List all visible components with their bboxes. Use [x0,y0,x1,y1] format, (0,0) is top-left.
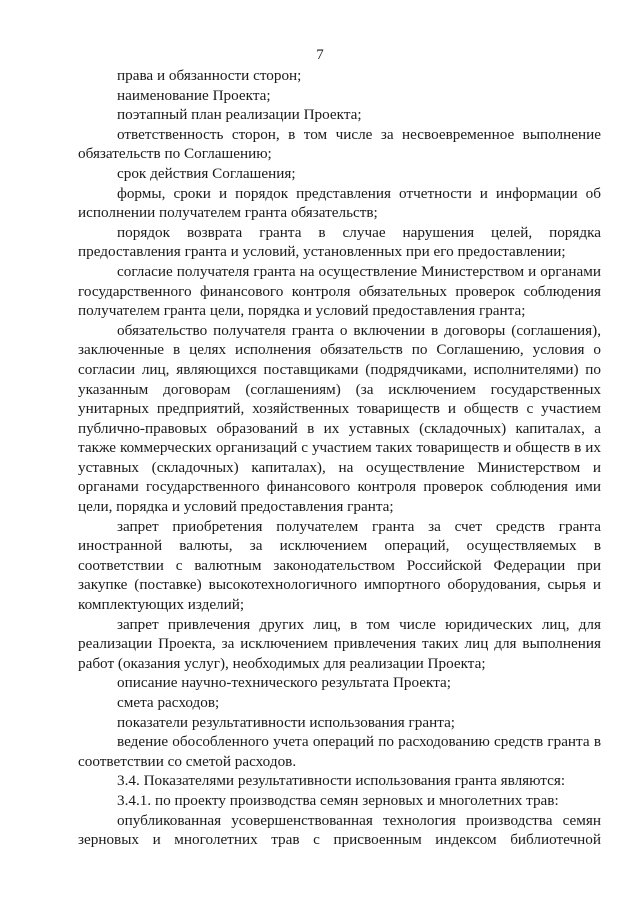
paragraph-agreement-term: срок действия Соглашения; [117,164,296,182]
paragraph-currency-ban: запрет приобретения получателем гранта за счет средств гранта иностранной валюты, за исключением операций, осуществляемых в соответствии с валютным законодательством Российской Федерации при закупке (поставке) высокотехнологичного импортного оборудования, сырья и комплектующих изделий; [78,517,601,614]
paragraph-separate-accounting: ведение обособленного учета операций по расходованию средств гранта в соответствии со сметой расходов. [78,733,601,770]
paragraph-cost-estimate: смета расходов; [117,694,220,711]
paragraph-consent-inspections: согласие получателя гранта на осуществление Министерством и органами государственного финансового контроля обязательных проверок соблюдения получателем гранта цели, порядка и условий предоставления гранта; [78,262,601,320]
paragraph-third-party-ban: запрет привлечения других лиц, в том числе юридических лиц, для реализации Проекта, за исключением привлечения таких лиц для выполнения работ (оказания услуг), необходимых для реализации Проекта; [78,615,601,672]
paragraph-grant-return: порядок возврата гранта в случае нарушения целей, порядка предоставления гранта и условий, установленных при его предоставлении; [78,223,601,261]
paragraph-section-3-4-1: 3.4.1. по проекту производства семян зерновых и многолетних трав: [117,791,559,809]
document-body [78,66,601,850]
paragraph-project-name: наименование Проекта; [117,86,271,104]
page-number: 7 [316,47,324,63]
paragraph-responsibility: ответственность сторон, в том числе за несвоевременное выполнение обязательств по Соглашению; [78,125,601,163]
paragraph-reporting: формы, сроки и порядок представления отчетности и информации об исполнении получателем гранта обязательств; [78,184,601,222]
paragraph-performance-indicators: показатели результативности использования гранта; [117,713,456,731]
paragraph-rights-obligations: права и обязанности сторон; [117,67,302,84]
paragraph-result-description: описание научно-технического результата Проекта; [117,674,452,692]
paragraph-contract-obligation: обязательство получателя гранта о включении в договоры (соглашения), заключенные в целях исполнения обязательств по Соглашению, условия о согласии лиц, являющихся поставщиками (подрядчиками, исполнителями) по указанным договорам (соглашениям) (за исключением государственных унитарных предприятий, хозяйственных товариществ и обществ с участием публично-правовых образований в их уставных (складочных) капиталах, а также коммерческих организаций с участием таких товариществ и обществ в их уставных (складочных) капиталах), на осуществление Министерством и органами государственного финансового контроля проверок соблюдения ими цели, порядка и условий предоставления гранта; [78,321,601,516]
paragraph-stage-plan: поэтапный план реализации Проекта; [117,106,362,124]
paragraph-section-3-4: 3.4. Показателями результативности использования гранта являются: [117,772,566,790]
paragraph-published-technology: опубликованная усовершенствованная технология производства семян зерновых и многолетних трав с присвоенным индексом библиотечной [78,811,601,849]
